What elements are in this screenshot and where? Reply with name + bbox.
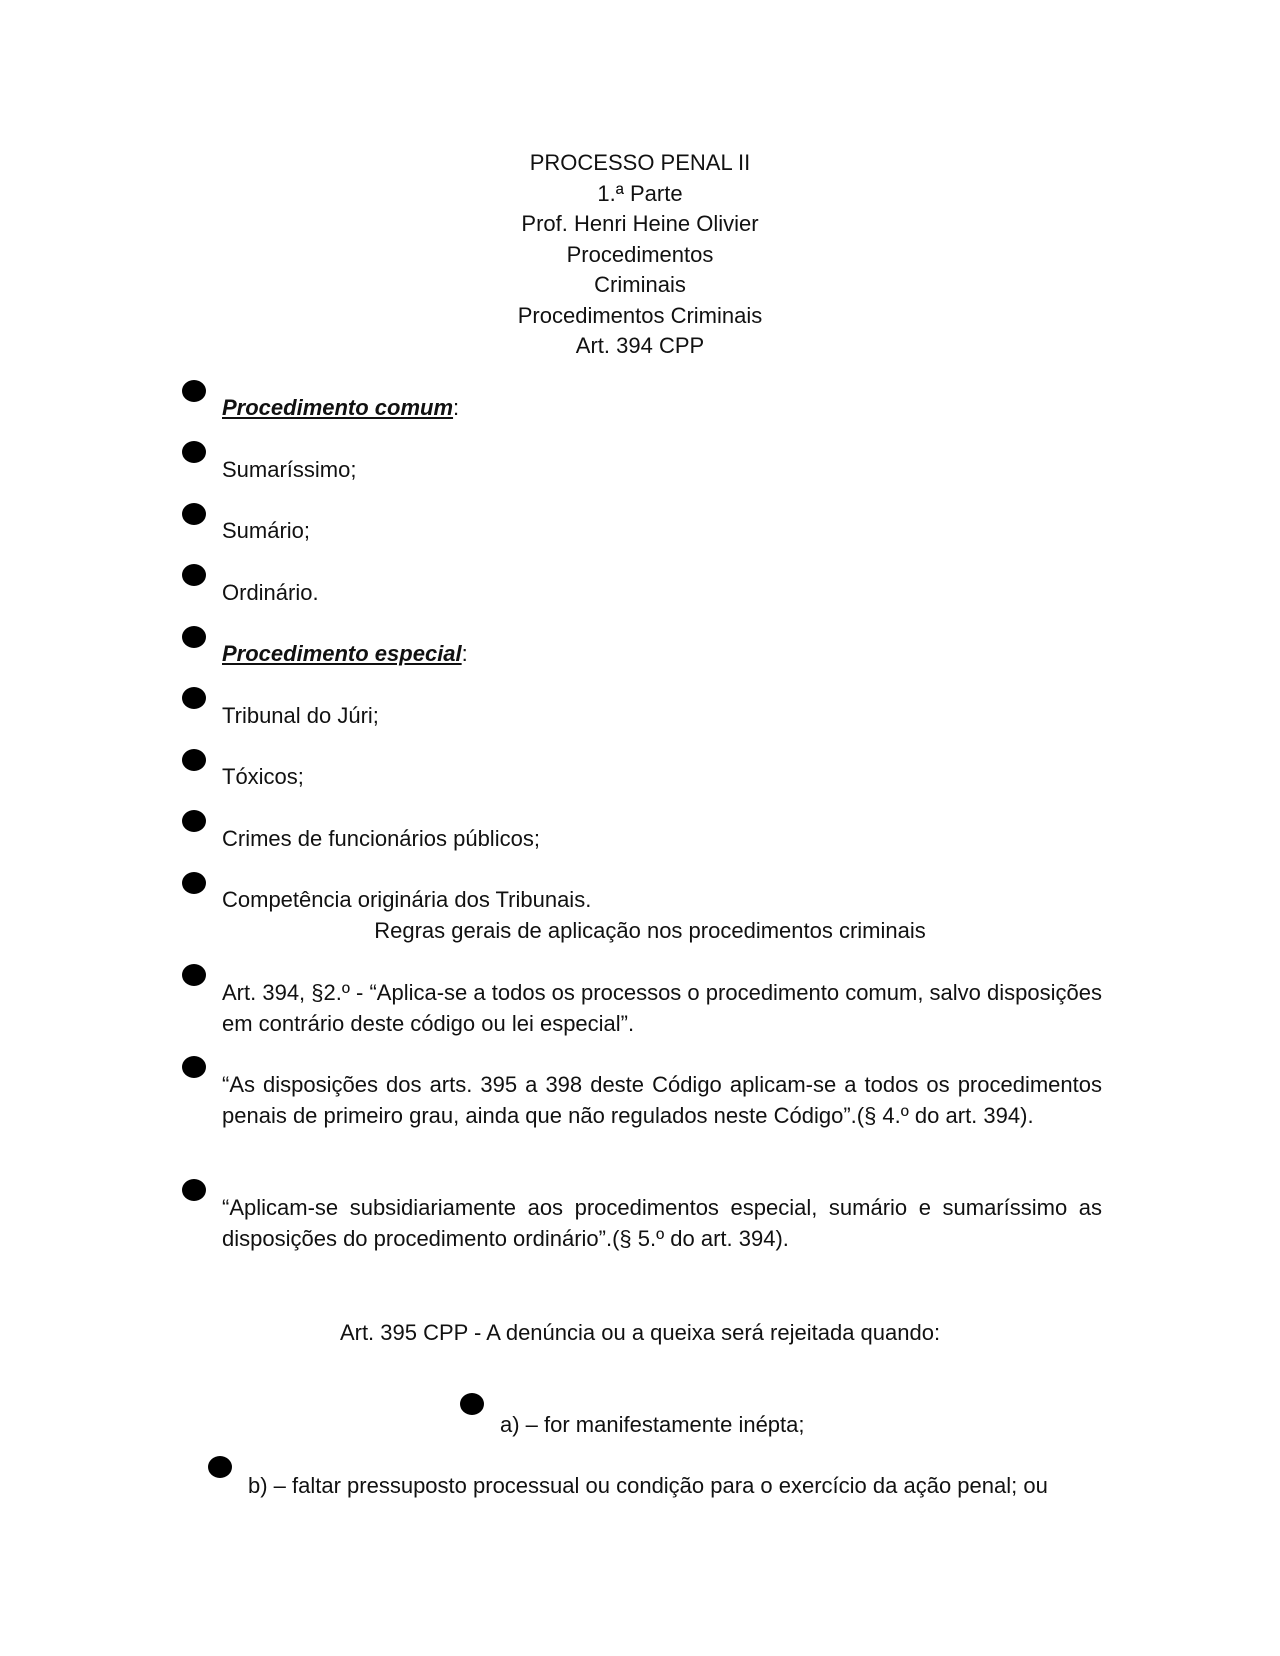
list-item-tribunal-juri: Tribunal do Júri; <box>222 703 379 728</box>
course-title: PROCESSO PENAL II <box>529 150 751 175</box>
bullet-icon <box>182 749 206 771</box>
bullet-icon <box>460 1393 484 1415</box>
bullet-icon <box>182 1179 206 1201</box>
document-header <box>0 148 1280 362</box>
bullet-icon <box>182 503 206 525</box>
bullet-icon <box>182 564 206 586</box>
colon: : <box>453 395 460 420</box>
topic-line-2: Criminais <box>594 272 686 297</box>
paragraph-art394-par5: “Aplicam-se subsidiariamente aos procedimentos especial, sumário e sumaríssimo as disposições do procedimento ordinário”.(§ 5.º do art. 394). <box>222 1195 1102 1251</box>
list-item-procedimento-especial <box>222 639 1102 670</box>
list-item-toxicos: Tóxicos; <box>222 764 304 789</box>
list-item-sumario: Sumário; <box>222 518 311 543</box>
heading-procedimento-comum: Procedimento comum <box>222 395 454 420</box>
part-label: 1.ª Parte <box>597 180 683 206</box>
paragraph-art394-par2: Art. 394, §2.º - “Aplica-se a todos os processos o procedimento comum, salvo disposições em contrário deste código ou lei especial”. <box>222 980 1102 1036</box>
bullet-icon <box>208 1456 232 1478</box>
bullet-icon <box>182 687 206 709</box>
topic-line-1: Procedimentos <box>566 241 714 267</box>
article-reference: Art. 394 CPP <box>575 333 705 358</box>
paragraph-art394-par4: “As disposições dos arts. 395 a 398 deste Código aplicam-se a todos os procedimentos penais de primeiro grau, ainda que não regulados neste Código”.(§ 4.º do art. 394). <box>222 1072 1102 1128</box>
section-title-regras: Regras gerais de aplicação nos procedimentos criminais <box>374 918 926 943</box>
list-item-art395-a: a) – for manifestamente inépta; <box>500 1412 805 1437</box>
list-item-ordinario: Ordinário. <box>222 580 319 605</box>
bullet-icon <box>182 441 206 463</box>
section-title-art395: Art. 395 CPP - A denúncia ou a queixa será rejeitada quando: <box>339 1320 941 1345</box>
bullet-icon <box>182 810 206 832</box>
bullet-icon <box>182 1056 206 1078</box>
heading-procedimento-especial: Procedimento especial <box>222 641 462 666</box>
list-item-procedimento-comum <box>222 393 1102 424</box>
professor-name: Prof. Henri Heine Olivier <box>521 211 759 236</box>
list-item-sumarissimo: Sumaríssimo; <box>222 457 357 482</box>
topic-line-3: Procedimentos Criminais <box>517 302 763 328</box>
list-item-funcionarios: Crimes de funcionários públicos; <box>222 826 540 851</box>
list-item-art395-b: b) – faltar pressuposto processual ou condição para o exercício da ação penal; ou <box>248 1473 1048 1498</box>
colon: : <box>461 641 468 666</box>
bullet-icon <box>182 872 206 894</box>
bullet-icon <box>182 964 206 986</box>
bullet-icon <box>182 626 206 648</box>
bullet-icon <box>182 380 206 402</box>
list-item-competencia: Competência originária dos Tribunais. <box>222 887 592 912</box>
